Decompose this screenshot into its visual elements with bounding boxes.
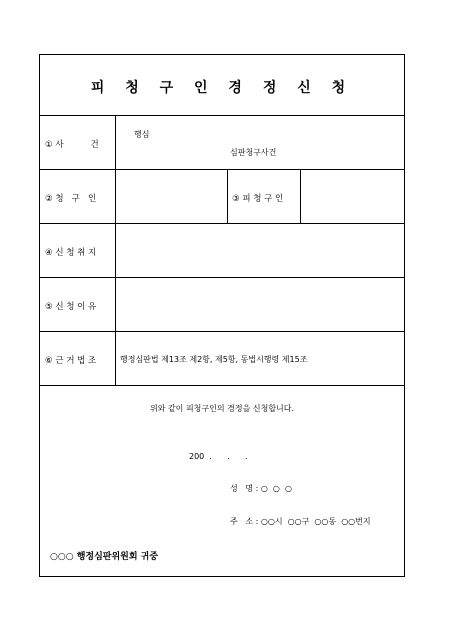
row-divider <box>40 331 404 332</box>
purpose-label: ④ 신 청 취 지 <box>45 248 97 258</box>
legal-basis-label: ⑥ 근 거 법 조 <box>45 356 97 366</box>
case-number-prefix: 행심 <box>134 130 150 139</box>
form-title: 피 청 구 인 경 정 신 청 <box>90 80 354 96</box>
application-date: 200 . . . <box>189 452 248 461</box>
row-divider <box>40 115 404 116</box>
party-divider <box>227 169 228 223</box>
respondent-label: ③ 피 청 구 인 <box>232 194 284 204</box>
label-column-divider <box>115 115 116 385</box>
reason-label: ⑤ 신 청 이 유 <box>45 302 97 312</box>
applicant-address: 주 소 : ○○시 ○○구 ○○동 ○○번지 <box>230 517 371 526</box>
declaration-text: 위와 같이 피청구인의 경정을 신청합니다. <box>149 404 295 413</box>
applicant-name: 성 명 : ○ ○ ○ <box>230 484 292 493</box>
case-label: ① 사 건 <box>45 140 99 150</box>
row-divider <box>40 277 404 278</box>
legal-basis-value: 행정심판법 제13조 제2항, 제5항, 동법시행령 제15조 <box>120 355 308 364</box>
party-divider <box>300 169 301 223</box>
case-type: 심판청구사건 <box>230 148 277 157</box>
claimant-label: ② 청 구 인 <box>45 194 97 204</box>
row-divider <box>40 169 404 170</box>
addressee-committee: ○○○ 행정심판위원회 귀중 <box>50 552 159 562</box>
application-form <box>39 54 405 577</box>
row-divider <box>40 385 404 386</box>
row-divider <box>40 223 404 224</box>
